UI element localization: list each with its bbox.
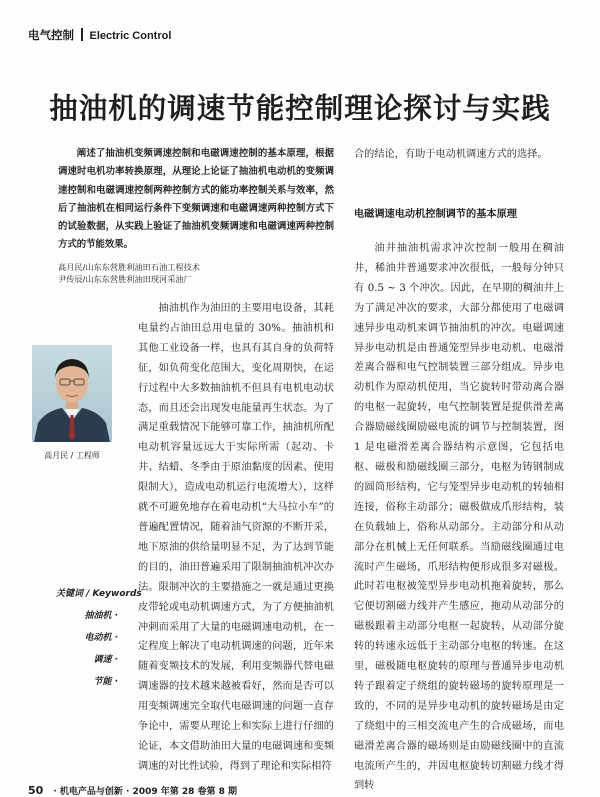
- keyword-item: 调速 ·: [93, 655, 118, 665]
- journal-info: · 机电产品与创新 · 2009 年第 28 卷第 8 期: [53, 787, 238, 797]
- keyword-item: 抽油机 ·: [84, 611, 118, 621]
- body-column-right-top: [354, 145, 564, 165]
- page-footer: [28, 784, 237, 797]
- keyword-item: 电动机 ·: [84, 633, 118, 643]
- section-name-cn: 电气控制: [28, 28, 74, 42]
- photo-caption: 高月民 / 工程师: [44, 451, 100, 460]
- keywords: [56, 583, 142, 693]
- section-header: [28, 27, 171, 43]
- author-affiliations: [58, 261, 334, 285]
- author-line: 尹传辰/山东东营胜利油田现河采油厂: [58, 274, 192, 284]
- section-name-en: Electric Control: [89, 30, 172, 42]
- page-number: 50: [28, 784, 44, 797]
- paragraph: 油井抽油机需求冲次控制一般用在稠油井，稀油井普通要求冲次很低，一般每分钟只有 0.5 ~ 3 个冲次。因此，在早期的稠油井上为了满足冲次的要求，大部分都使用了电磁调速异步电动机来调节抽油机的冲次。电磁调速异步电动机是由普通笼型异步电动机、电磁滑差离合器和电气控制装置三部分组成。异步电动机作为原动机使用，当它旋转时带动离合器的电枢一起旋转，电气控制装置是提供滑差离合器励磁线圈励磁电流的调节与控制装置，图 1 是电磁滑差离合器结构示意图，它包括电枢、磁极和励磁线圈三部分，电枢为铸钢制成的圆筒形结构，它与笼型异步电动机的转轴相连接，俗称主动部分；磁极做成爪形结构，装在负载轴上，俗称从动部分。主动部分和从动部分在机械上无任何联系。当励磁线圈通过电流时产生磁场，爪形结构便形成很多对磁极。此时若电枢被笼型异步电动机拖着旋转，那么它便切割磁力线并产生感应，拖动从动部分的磁极跟着主动部分电枢一起旋转，从动部分旋转的转速永远低于主动部分电枢的转速。在这里，磁极随电枢旋转的原理与普通异步电动机转子跟着定子绕组的旋转磁场的旋转原理是一致的，不同的是异步电动机的旋转磁场是由定了绕组中的三相交流电产生的合成磁场，而电磁滑差离合器的磁场则是由励磁线圈中的直流电流所产生的，并因电枢旋转切割磁力线才得到转: [354, 243, 564, 792]
- keywords-label: 关键词 / Keywords: [56, 589, 142, 599]
- article-title: 抽油机的调速节能控制理论探讨与实践: [49, 91, 551, 125]
- body-column-right: [354, 239, 564, 796]
- paragraph: 合的结论，有助于电动机调速方式的选择。: [354, 149, 548, 160]
- author-photo: [32, 345, 112, 442]
- section-heading: 电磁调速电动机控制调节的基本原理: [354, 209, 517, 220]
- paragraph: 抽油机作为油田的主要用电设备，其耗电量约占油田总用电量的 30%。抽油机和其他工业设备一样，也具有其自身的负荷特征，如负荷变化范围大，变化周期快，在运行过程中大多数抽油机不但具有电机电动状态，而且还会出现发电能量再生状态。为了满足重载情况下能够可靠工作，抽油机所配电动机容量远远大于实际所需（起动、卡井、结蜡、冬季由于原油黏度的因素、使用限制大），造成电动机运行电流增大），这样就不可避免地存在着电动机“大马拉小车”的普遍配置情况，随着油气资源的不断开采，地下原油的供给量明显不足，为了达到节能的目的，油田普遍采用了限制抽油机冲次办法。限制冲次的主要措施之一就是通过更换皮带轮或电动机调速方式，为了方便抽油机冲刺而采用了大量的电磁调速电动机，在一定程度上解决了电动机调速的问题，近年来随着变频技术的发展，利用变频器代替电磁调速器的技术越来越被看好，然而是否可以用变频调速完全取代电磁调速的问题一直存争论中，需要从理论上和实际上进行仔细的论证，本文借助油田大量的电磁调速和变频调速的对比性试验，得到了理论和实际相符: [138, 303, 334, 772]
- author-line: 高月民/山东东营胜利油田石油工程技术: [58, 262, 200, 272]
- body-column-left: [138, 299, 334, 777]
- keyword-item: 节能 ·: [93, 677, 118, 687]
- header-divider: [81, 28, 83, 41]
- abstract: 阐述了抽油机变频调速控制和电磁调速控制的基本原理，根据调速时电机功率转换原理，从理论上论证了抽油机电动机的变频调速控制和电磁调速控制两种控制方式的能功率控制关系与效率，然后了抽油机在相同运行条件下变频调速和电磁调速两种控制方式下的试验数据，从实践上验证了抽油机变频调速和电磁调速两种控制方式的节能效果。: [58, 148, 334, 251]
